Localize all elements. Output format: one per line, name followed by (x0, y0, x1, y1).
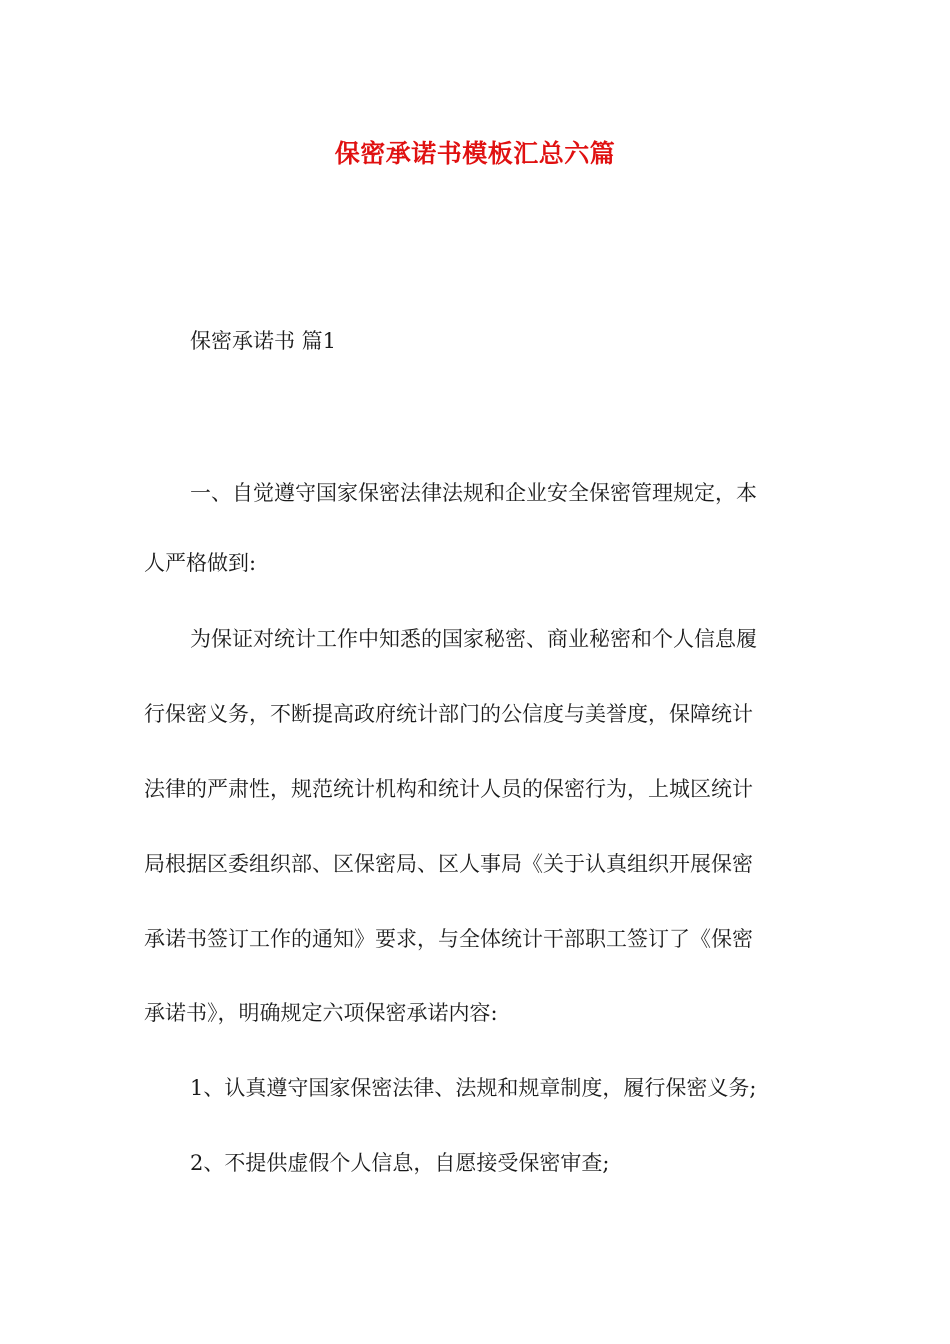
paragraph-line: 局根据区委组织部、区保密局、区人事局《关于认真组织开展保密 (144, 852, 753, 876)
paragraph-line: 法律的严肃性，规范统计机构和统计人员的保密行为，上城区统计 (144, 777, 753, 801)
document-title: 保密承诺书模板汇总六篇 (334, 139, 616, 168)
paragraph-line: 人严格做到: (144, 551, 257, 575)
paragraph-line: 承诺书签订工作的通知》要求，与全体统计干部职工签订了《保密 (144, 927, 753, 951)
section-heading: 保密承诺书 篇1 (190, 329, 337, 353)
list-item: 1、认真遵守国家保密法律、法规和规章制度，履行保密义务; (190, 1076, 757, 1100)
list-item: 2、不提供虚假个人信息，自愿接受保密审查; (190, 1151, 610, 1175)
paragraph-line: 一、自觉遵守国家保密法律法规和企业安全保密管理规定，本 (190, 481, 757, 505)
paragraph-line: 行保密义务，不断提高政府统计部门的公信度与美誉度，保障统计 (144, 702, 753, 726)
paragraph-line: 承诺书》，明确规定六项保密承诺内容: (144, 1001, 498, 1025)
paragraph-line: 为保证对统计工作中知悉的国家秘密、商业秘密和个人信息履 (190, 627, 757, 651)
